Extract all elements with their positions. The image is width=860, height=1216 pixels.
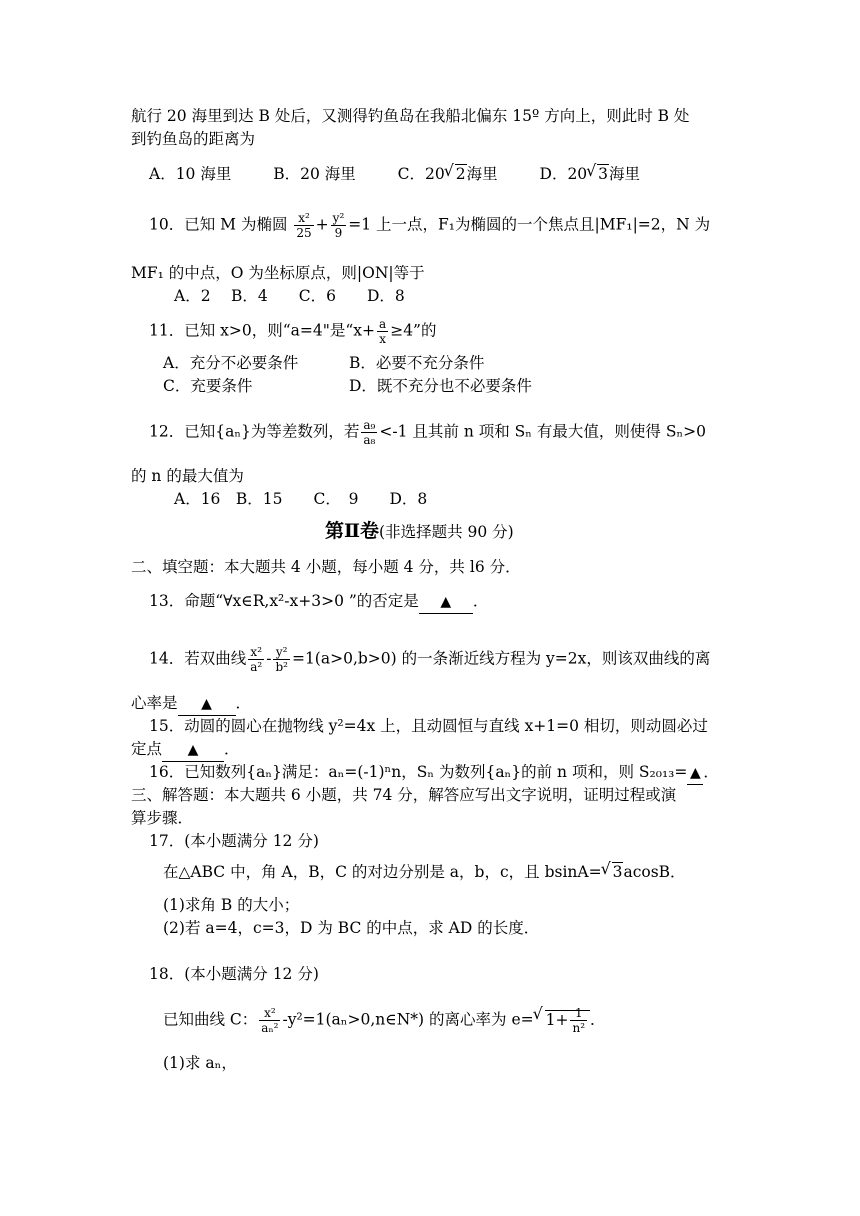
q15-line2: 定点 ▲ ． [131,738,240,762]
q10-line2: MF₁ 的中点，O 为坐标原点，则|ON|等于 [131,264,425,282]
q10-line1: 10．已知 M 为椭圆 $\frac{\text{x²}}{25}$ + $\frac{\text{y²}}{9}$ =1 上一点，F₁为椭圆的一个焦点且|MF₁|=2，N 为 [149,211,711,240]
q17-sub2: (2)若 a=4，c=3，D 为 BC 的中点，求 AD 的长度． [163,919,540,937]
q9-line1: 航行 20 海里到达 B 处后，又测得钓鱼岛在我船北偏东 15º 方向上，则此时 B 处 [131,107,690,125]
q9-options [149,163,640,185]
hyperbola-frac-y: $\frac{\text{y²}}{\text{b²}}$ [275,645,288,674]
answer-blank: ▲ [162,739,224,762]
q15-line1: 15．动圆的圆心在抛物线 y²=4x 上，且动圆恒与直线 x+1=0 相切，则动圆必过 [149,717,708,735]
q9-option-a: A．10 海里 [149,165,232,183]
q17-heading: 17．(本小题满分 12 分) [149,832,319,850]
q11-option-a: A．充分不必要条件 [163,354,299,372]
q16: 16．已知数列{aₙ}满足：aₙ=(-1)ⁿn，Sₙ 为数列{aₙ}的前 n 项和，则 S₂₀₁₃= ▲ ． [149,761,719,785]
answer-blank: ▲ [687,762,703,785]
q9-option-d: D．20√ 3海里 [540,165,641,183]
part-2-heading: 二、填空题：本大题共 4 小题，每小题 4 分，共 l6 分． [131,558,521,576]
q12-line1: 12．已知{aₙ}为等差数列，若 $\frac{\text{a₉}}{\text{a₈}}$ <-1 且其前 n 项和 Sₙ 有最大值，则使得 Sₙ>0 [149,418,707,447]
q18-body: 已知曲线 C： $\frac{\text{x²}}{\text{aₙ²}}$ -y²=1(aₙ>0,n∈N*) 的离心率为 e=√ 1+ $\frac{1}{\text{n²}}$ ． [163,1006,606,1035]
q18-frac: $\frac{\text{x²}}{\text{aₙ²}}$ [261,1006,279,1035]
q10-options: A．2 B．4 C．6 D．8 [174,287,405,305]
q11-frac: $\frac{a}{x}$ [379,317,387,346]
q17-sub1: (1)求角 B 的大小； [163,896,300,914]
ellipse-frac-x: $\frac{\text{x²}}{25}$ [296,211,312,240]
q14-line1: 14．若双曲线 $\frac{\text{x²}}{\text{a²}}$ - $\frac{\text{y²}}{\text{b²}}$ =1(a>0,b>0) 的一条渐近线方程为 y=2x，则该双曲线的离 [149,645,711,674]
q12-frac: $\frac{\text{a₉}}{\text{a₈}}$ [363,418,376,447]
answer-blank: ▲ [419,591,473,614]
q14-line2: 心率是 ▲ ． [131,692,251,716]
q12-line2: 的 n 的最大值为 [131,467,244,485]
hyperbola-frac-x: $\frac{\text{x²}}{\text{a²}}$ [250,645,263,674]
answer-blank: ▲ [178,693,236,716]
q18-sub1: (1)求 aₙ， [163,1054,237,1072]
part-3-heading-line2: 算步骤． [131,809,194,827]
q13: 13．命题“∀x∈R,x²-x+3>0 ”的否定是 ▲ ． [149,590,488,614]
ellipse-frac-y: $\frac{\text{y²}}{9}$ [332,211,345,240]
q11-option-b: B．必要不充分条件 [349,354,485,372]
q11-option-d: D．既不充分也不必要条件 [349,377,532,395]
q17-body: 在△ABC 中，角 A，B，C 的对边分别是 a，b，c，且 bsinA=√ 3acosB． [163,861,686,883]
q11-line1: 11．已知 x>0，则“a=4"是“x+ $\frac{a}{x}$ ≥4”的 [149,317,437,346]
q18-heading: 18．(本小题满分 12 分) [149,965,319,983]
part-3-heading-line1: 三、解答题：本大题共 6 小题，共 74 分，解答应写出文字说明，证明过程或演 [131,786,677,804]
q9-option-c: C．20√ 2海里 [398,165,498,183]
section-2-title: 第Ⅱ卷(非选择题共 90 分) [325,520,514,542]
q9-line2: 到钓鱼岛的距离为 [131,130,256,148]
q9-option-b: B．20 海里 [273,165,356,183]
q11-option-c: C．充要条件 [163,377,253,395]
q12-options: A．16 B．15 C． 9 D．8 [174,490,428,508]
